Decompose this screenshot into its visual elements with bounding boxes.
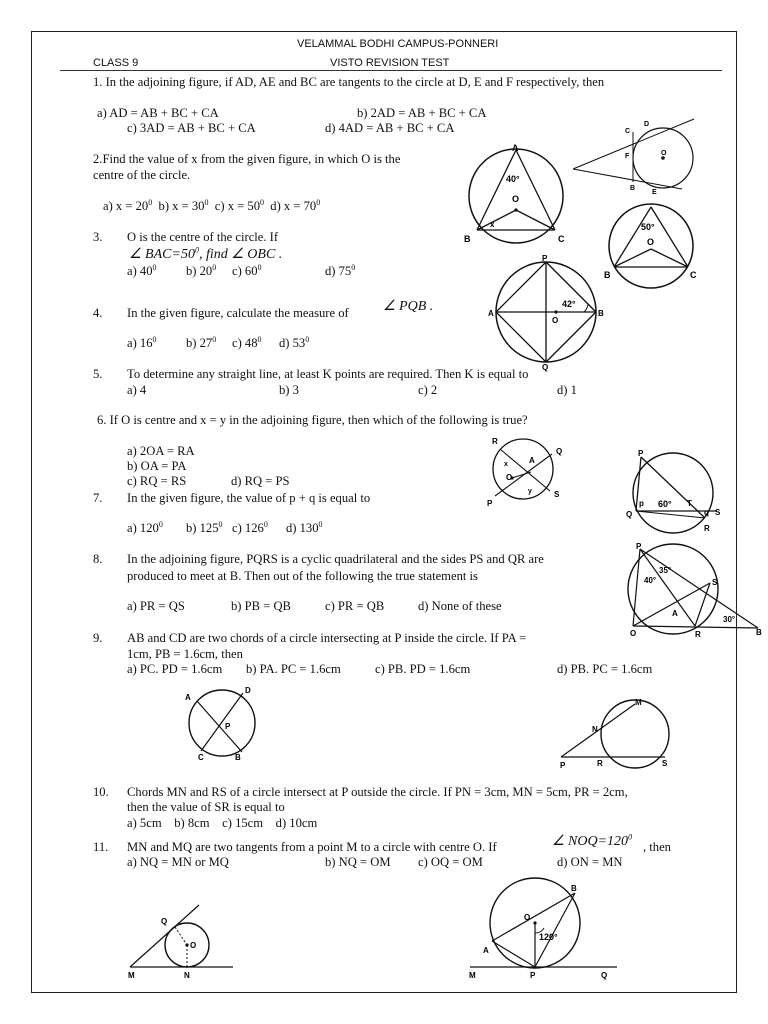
q3-fig-angle: 50° [641,222,655,232]
q2-fig-label-c: C [558,234,565,244]
q2-options [103,199,320,214]
school-name: VELAMMAL BODHI CAMPUS-PONNERI [297,38,499,50]
q1-figure [570,115,700,200]
q10-option-b: b) 8cm [174,816,210,830]
q7-fig-label-r: R [704,524,710,533]
q11l-fig-label-o: O [190,941,197,950]
q11-figure-left [125,905,240,985]
q7-figure [625,448,725,538]
q9-option-c: c) PB. PD = 1.6cm [375,662,471,676]
q4-number: 4. [93,306,103,320]
q10-figure [555,694,685,774]
q6-option-d: d) RQ = PS [231,474,290,488]
q8-line1: In the adjoining figure, PQRS is a cyclic quadrilateral and the sides PS and QR are [127,552,544,566]
q10-options [127,816,317,831]
q5-option-a: a) 4 [127,383,147,397]
q1-fig-label-c: C [625,128,631,135]
q1-option-a: a) AD = AB + BC + CA [97,106,219,120]
q5-text: To determine any straight line, at least K points are required. Then K is equal to [127,367,529,381]
q8-fig-label-a: A [672,609,678,618]
q8-fig-angle-40: 40° [644,576,657,585]
q4-fig-label-a: A [488,309,494,318]
q11r-fig-label-m: M [469,971,476,980]
q9-fig-label-c: C [198,753,204,762]
q1-option-d: d) 4AD = AB + BC + CA [325,121,455,135]
q2-option-a: a) $x = 20^0$ [103,197,153,213]
q11r-fig-angle: 120° [539,932,558,942]
q7-fig-angle: 60° [658,499,672,509]
q1-option-c: c) 3AD = AB + BC + CA [127,121,256,135]
q9-figure [180,683,265,763]
q1-fig-label-o: O [661,150,667,157]
q3-text: O is the centre of the circle. If [127,230,279,244]
q8-fig-angle-35: 35° [659,566,672,575]
q5-option-d: d) 1 [557,383,577,397]
q6-fig-label-p: P [487,499,493,508]
q11-text: MN and MQ are two tangents from a point M to a circle with centre O. If [127,840,497,854]
q3-option-b: b) $20^0$ [186,262,217,278]
q10-fig-label-p: P [560,761,566,770]
q10-option-d: d) 10cm [275,816,318,830]
q1-option-b: b) 2AD = AB + BC + CA [357,106,487,120]
q1-fig-label-f: F [625,153,630,160]
q3-option-c: c) $60^0$ [232,262,262,278]
q11-tail: , then [643,840,671,854]
q11-option-c: c) OQ = OM [418,855,483,869]
q8-option-b: b) PB = QB [231,599,291,613]
q7-fig-label-lower-q: q [704,508,709,517]
q10-line1: Chords MN and RS of a circle intersect at P outside the circle. If PN = 3cm, MN = 5cm, PR = 2cm, [127,785,628,799]
q10-fig-label-s: S [662,759,668,768]
q10-option-c: c) 15cm [222,816,264,830]
q3-fig-label-o: O [647,237,655,247]
q4-fig-label-q: Q [542,363,549,372]
q10-fig-label-n: N [592,725,598,734]
q7-fig-label-lower-p: p [639,499,644,508]
q11-option-b: b) NQ = OM [325,855,391,869]
q11-formula: ∠ $NOQ=120^0$ [552,832,633,849]
q6-text: 6. If O is centre and x = y in the adjoining figure, then which of the following is true? [97,413,528,427]
q4-option-b: b) $27^0$ [186,334,217,350]
q2-figure [462,142,574,247]
q6-fig-label-s: S [554,490,560,499]
header-divider [60,70,722,71]
q3-option-a: a) $40^0$ [127,262,157,278]
q11l-fig-label-n: N [184,971,190,980]
class-label: CLASS 9 [93,57,139,69]
q9-option-a: a) PC. PD = 1.6cm [127,662,223,676]
q1-text: 1. In the adjoining figure, if AD, AE and BC are tangents to the circle at D, E and F respectively, then [93,75,605,89]
q9-fig-label-a: A [185,693,191,702]
q6-fig-label-r: R [492,437,498,446]
q6-figure [485,436,570,511]
q5-number: 5. [93,367,103,381]
q11l-fig-label-q: Q [161,917,168,926]
q9-option-b: b) PA. PC = 1.6cm [246,662,341,676]
q8-number: 8. [93,552,103,566]
q7-fig-label-p: P [638,449,644,458]
q6-option-a: a) 2OA = RA [127,444,195,458]
q3-fig-label-c: C [690,270,697,280]
q7-number: 7. [93,491,103,505]
test-title: VISTO REVISION TEST [330,57,450,69]
q7-option-a: a) $120^0$ [127,519,163,535]
q11r-fig-label-a: A [483,946,489,955]
q8-option-c: c) PR = QB [325,599,385,613]
q5-option-c: c) 2 [418,383,438,397]
q2-fig-label-a: A [512,143,519,153]
q9-fig-label-d: D [245,686,251,695]
q9-fig-label-p: P [225,722,231,731]
q2-line2: centre of the circle. [93,168,191,182]
q11r-fig-label-p: P [530,971,536,980]
q7-option-d: d) $130^0$ [286,519,323,535]
q6-fig-label-o: O [506,473,513,482]
q3-figure [602,205,702,285]
q2-line1: 2.Find the value of x from the given figure, in which O is the [93,152,401,166]
q4-formula: ∠ PQB . [383,299,434,314]
q9-option-d: d) PB. PC = 1.6cm [557,662,653,676]
q7-text: In the given figure, the value of p + q is equal to [127,491,371,505]
q11r-fig-label-b: B [571,884,577,893]
q10-number: 10. [93,785,109,799]
q11r-fig-label-q: Q [601,971,608,980]
q3-option-d: d) $75^0$ [325,262,356,278]
q7-fig-label-q: Q [626,510,633,519]
q6-fig-label-x: x [504,461,508,468]
q4-text: In the given figure, calculate the measure of [127,306,349,320]
q6-option-c: c) RQ = RS [127,474,187,488]
q4-fig-label-b: B [598,309,604,318]
q10-line2: then the value of SR is equal to [127,800,285,814]
q9-line2: 1cm, PB = 1.6cm, then [127,647,243,661]
q2-fig-label-b: B [464,234,471,244]
q4-fig-angle: 42° [562,299,576,309]
q7-option-c: c) $126^0$ [232,519,268,535]
q1-fig-label-b: B [630,185,636,192]
q2-option-b: b) $x = 30^0$ [158,197,209,213]
q3-fig-label-b: B [604,270,611,280]
q11-figure-right [465,878,625,983]
q8-option-a: a) PR = QS [127,599,185,613]
q2-fig-label-x: x [490,220,495,229]
q11l-fig-label-m: M [128,971,135,980]
q8-fig-angle-30: 30° [723,615,736,624]
q8-fig-label-o: O [630,629,637,638]
q9-line1: AB and CD are two chords of a circle intersecting at P inside the circle. If PA = [127,631,527,645]
q8-figure [625,541,765,641]
q7-fig-label-s: S [715,508,721,517]
q4-option-c: c) $48^0$ [232,334,262,350]
q2-fig-angle: 40° [506,174,520,184]
q6-fig-label-y: y [528,488,532,495]
q2-option-c: c) $x = 50^0$ [214,197,264,213]
q4-option-d: d) $53^0$ [279,334,310,350]
q9-number: 9. [93,631,103,645]
q1-fig-label-e: E [652,189,657,196]
q4-figure [488,255,606,370]
q10-option-a: a) 5cm [127,816,162,830]
q8-fig-label-s: S [712,578,718,587]
q6-fig-label-a: A [529,456,535,465]
q11r-fig-label-o: O [524,913,531,922]
q11-option-d: d) ON = MN [557,855,623,869]
q2-fig-label-o: O [512,194,520,204]
q11-number: 11. [93,840,109,854]
q8-line2: produced to meet at B. Then out of the following the true statement is [127,569,478,583]
q7-fig-label-t: T [687,499,692,508]
q7-option-b: b) $125^0$ [186,519,223,535]
q6-fig-label-q: Q [556,447,563,456]
q8-fig-label-p: P [636,542,642,551]
q8-fig-label-r: R [695,630,701,639]
q6-option-b: b) OA = PA [127,459,187,473]
q2-option-d: d) $x = 70^0$ [270,197,321,213]
q4-fig-label-o: O [552,316,559,325]
q4-fig-label-p: P [542,254,548,263]
q10-fig-label-r: R [597,759,603,768]
q3-formula: ∠ $BAC=50^0$, find ∠ OBC . [129,245,283,262]
q1-fig-label-d: D [644,121,650,128]
q11-option-a: a) NQ = MN or MQ [127,855,229,869]
q8-fig-label-b: B [756,628,762,637]
q5-option-b: b) 3 [279,383,299,397]
q8-option-d: d) None of these [418,599,502,613]
q4-option-a: a) $16^0$ [127,334,157,350]
q3-number: 3. [93,230,103,244]
q9-fig-label-b: B [235,753,241,762]
q10-fig-label-m: M [635,698,642,707]
